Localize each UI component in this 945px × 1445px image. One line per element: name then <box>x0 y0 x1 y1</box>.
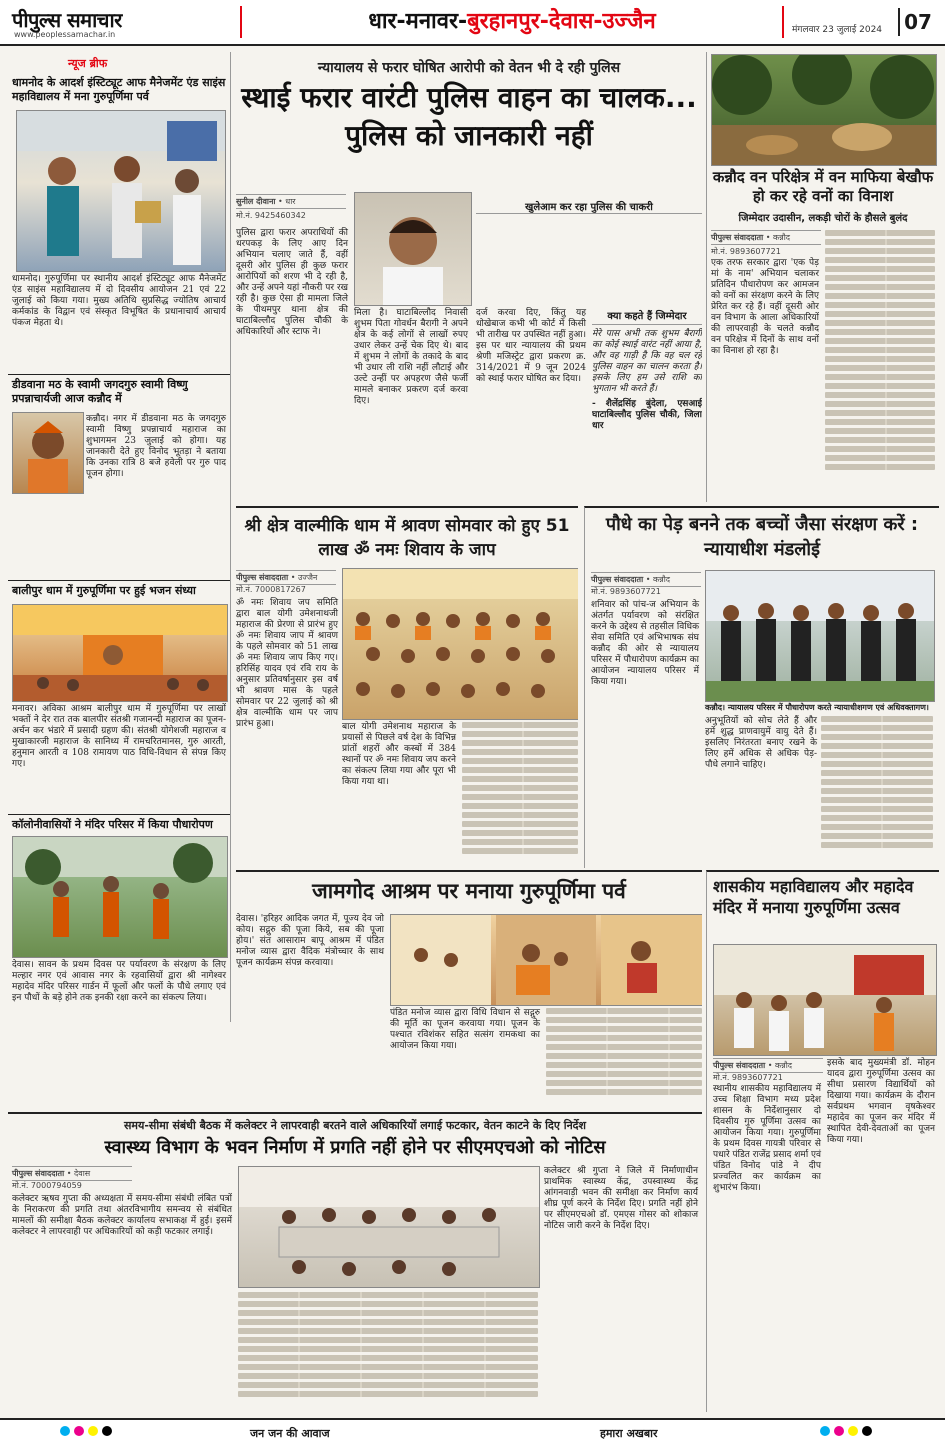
top-story-phone: मो.नं. 9425460342 <box>236 211 306 220</box>
byline-name: पीपुल्स संवाददाता <box>711 233 764 242</box>
brief-4-body: देवास। सावन के प्रथम दिवस पर पर्यावरण के संरक्षण के लिए मल्हार नगर एवं आवास नगर के रहवासियों द्वारा श्री नागेश्वर महादेव मंदिर परिसर गार्डन में फूलों और फलों के पौधे लगाए एवं इन पौधों के बड़े होने तक इनकी रक्षा करने का संकल्प लिया। <box>12 960 226 1003</box>
shravan-phone: मो.नं. 7000817267 <box>236 585 306 594</box>
brief-2-photo <box>12 412 84 494</box>
judge-body-2: अनुभूतियों को सोच लेते हैं और हमें शुद्ध प्राणवायुमें वायु देते हैं। इसलिए निरंतरता बनाए रखने के लिए हमें अधिक से अधिक पेड़-पौधे लगाने चाहिए। <box>705 716 817 770</box>
cmho-kicker: समय-सीमा संबंधी बैठक में कलेक्टर ने लापरवाही बरतने वाले अधिकारियों लगाई फटकार, वेतन काटने के दिए निर्देश <box>123 1119 587 1132</box>
forest-body: एक तरफ सरकार द्वारा 'एक पेड़ मां के नाम' अभियान चलाकर प्रतिदिन पौधारोपण कर आमजन को वनों का संरक्षण करने के लिए प्रेरित कर रहे हैं। वहीं दूसरी ओर वन विभाग के आला अधिकारियों की लापरवाही के चलते कन्नौद वन परिक्षेत्र में दिनों के साथ वनों का विनाश हो रहा है। <box>711 258 819 356</box>
bhajan-stage-image-icon <box>13 605 227 701</box>
brief-4-headline: कॉलोनीवासियों ने मंदिर परिसर में किया पौधारोपण <box>12 818 213 831</box>
guru-purnima-puja-image-icon <box>391 915 702 1005</box>
byline-place: देवास <box>74 1169 91 1178</box>
forest-story <box>706 52 939 502</box>
judge-headline: पौधे का पेड़ बनने तक बच्चों जैसा संरक्षण करें : न्यायाधीश मंडलोई <box>605 514 919 560</box>
footer-tagline-left: जन जन की आवाज <box>250 1427 330 1440</box>
ashram-headline: जामगोद आश्रम पर मनाया गुरुपूर्णिमा पर्व <box>312 879 626 903</box>
forest-body-continued <box>825 230 935 473</box>
quote-box <box>592 308 702 498</box>
college-body-2: इसके बाद मुख्यमंत्री डॉ. मोहन यादव द्वारा गुरुपूर्णिमा उत्सव का सीधा प्रसारण विद्यार्थियों को दिखाया गया। कार्यक्रम के दौरान सर्वप्रथम भगवान वृषकेश्वर महादेव का पूजन कर मंदिर में स्थापित देवी-देवताओं का पूजन किया गया। <box>827 1058 935 1145</box>
top-story-headline: स्थाई फरार वारंटी पुलिस वाहन का चालक... पुलिस को जानकारी नहीं <box>241 81 697 152</box>
byline-name: सुनील दीवाना <box>236 197 276 206</box>
brief-1-headline: धामनोद के आदर्श इंस्टिट्यूट आफ मैनेजमेंट एंड साइंस महाविद्यालय में मना गुरुपूर्णिमा पर्व <box>12 76 226 103</box>
brand-text: पीपुल्स समाचार <box>12 8 122 32</box>
cmho-body-2: कलेक्टर श्री गुप्ता ने जिले में निर्माणाधीन प्राथमिक स्वास्थ्य केंद्र, उपस्वास्थ्य केंद्र आंगनवाड़ी भवन की समीक्षा कर निर्माण कार्य शीघ्र पूर्ण करने के निर्देश दिए। प्रगति नहीं होने पर सीएमएचओ डॉ. एमएस गोसर को शोकाज नोटिस जारी करने के निर्देश दिए। <box>544 1166 698 1231</box>
edition-part-a: धार-मनावर- <box>368 9 468 34</box>
college-phone: मो.नं. 9893607721 <box>713 1073 783 1082</box>
judge-body: शनिवार को पांच-ज अभियान के अंतर्गत पर्यावरण को संरक्षित करने के उद्देश्य से तहसील विधिक सेवा समिति एवं अभिभाषक संघ कन्नौद की ओर से न्यायालय परिसर में पौधारोपण कार्यक्रम का आयोजन न्यायालय परिसर में किया गया। <box>591 600 699 687</box>
judges-plantation-image-icon <box>706 571 934 701</box>
yellow-dot-icon <box>88 1426 98 1436</box>
jaap-gathering-image-icon <box>343 569 578 719</box>
footer <box>0 1418 945 1445</box>
byline-place: उज्जैन <box>298 573 318 582</box>
cmho-body-continued <box>238 1292 538 1400</box>
college-event-image-icon <box>714 945 936 1055</box>
college-body: स्थानीय शासकीय महाविद्यालय में उच्च शिक्षा विभाग मध्य प्रदेश शासन के निर्देशानुसार दो दिवसीय गुरु पूर्णिमा उत्सव का आयोजन किया गया। गुरुपूर्णिमा के प्रथम दिवस गायत्री परिवार से पधारे पंडित राजेंद्र प्रसाद शर्मा एवं पंडित विनोद पांडे ने दीप प्रज्वलित कर कार्यक्रम का शुभारंभ किया। <box>713 1084 821 1193</box>
swami-portrait-icon <box>13 413 83 493</box>
college-story <box>706 870 939 1412</box>
byline-name: पीपुल्स संवाददाता <box>591 575 644 584</box>
color-registration-marks-right <box>820 1426 872 1436</box>
judge-phone: मो.नं. 9893607721 <box>591 587 661 596</box>
brand-url[interactable]: www.peoplessamachar.in <box>14 30 116 39</box>
quote-author: - शैलेंद्रसिंह बुंदेला, एसआई घाटाबिल्लौद पुलिस चौकी, जिला धार <box>592 399 702 431</box>
college-headline: शासकीय महाविद्यालय और महादेव मंदिर में मनाया गुरुपूर्णिमा उत्सव <box>713 877 914 917</box>
top-story <box>236 52 702 502</box>
byline-place: धार <box>285 197 296 206</box>
byline-name: पीपुल्स संवाददाता <box>12 1169 65 1178</box>
magenta-dot-icon <box>74 1426 84 1436</box>
color-registration-marks-left <box>60 1426 112 1436</box>
forest-subheadline: जिम्मेदार उदासीन, लकड़ी चोरों के हौसले बुलंद <box>738 213 908 224</box>
judge-photo-caption: कन्नौद। न्यायालय परिसर में पौधारोपण करते न्यायाधीशगण एवं अधिवक्तागण। <box>705 703 929 712</box>
brief-4-photo <box>12 836 228 958</box>
page-number: 07 <box>898 8 936 36</box>
brief-1-photo <box>16 110 226 272</box>
shravan-body-continued <box>462 722 578 857</box>
magenta-dot-icon <box>834 1426 844 1436</box>
top-story-body-1: पुलिस द्वारा फरार अपराधियों की धरपकड़ के लिए आए दिन अभियान चलाए जाते हैं, वहीं दूसरी ओर पुलिस ही कुछ फरार आरोपियों को शरण भी दे रही है, और उन्हें अपने यहां नौकरी पर रख रही है। कुछ ऐसा ही मामला जिले के पीथमपुर थाना क्षेत्र की घाटाबिल्लौद पुलिस चौकी के अधिकारियों और स्टाफ ने। <box>236 228 348 337</box>
ashram-photo <box>390 914 702 1006</box>
cmho-headline: स्वास्थ्य विभाग के भवन निर्माण में प्रगति नहीं होने पर सीएमएचओ को नोटिस <box>104 1137 606 1158</box>
meeting-room-image-icon <box>239 1167 539 1287</box>
ashram-body-continued <box>546 1008 702 1098</box>
byline-place: कन्नौद <box>653 575 671 584</box>
top-story-photo-caption: खुलेआम कर रहा पुलिस की चाकरी <box>476 199 702 214</box>
cyan-dot-icon <box>60 1426 70 1436</box>
top-story-photo <box>354 192 472 306</box>
masthead <box>0 0 945 46</box>
edition-part-b: बुरहानपुर-देवास- <box>467 9 603 34</box>
accused-portrait-icon <box>355 193 471 305</box>
edition-part-c: उज्जैन <box>602 9 656 34</box>
judge-story <box>584 506 939 868</box>
judge-body-continued <box>821 716 933 851</box>
shravan-story <box>236 506 578 868</box>
edition-title <box>240 6 784 38</box>
cmho-phone: मो.नं. 7000794059 <box>12 1181 82 1190</box>
quote-text: मेरे पास अभी तक शुभम बैरागी का कोई स्थाई वारंट नहीं आया है, और वह गाड़ी है कि वह चल रहे पुलिस वाहन का चालन करता है। इसके लिए हम उसे राशि का भुगतान भी करते हैं। <box>592 329 702 394</box>
shravan-body-2: बाल योगी उमेशनाथ महाराज के प्रयासों से पिछले वर्ष देश के विभिन्न प्रांतों शहरों और कस्बों में 384 स्थानों पर ॐ नमः शिवाय जप करने का संकल्प लिया गया और पूरा भी किया गया था। <box>342 722 456 787</box>
college-photo <box>713 944 937 1056</box>
forest-photo <box>711 54 937 166</box>
cmho-byline: पीपुल्स संवाददाता • देवास <box>12 1166 132 1181</box>
top-story-body-3: दर्ज करवा दिए, किंतु यह धोखेबाज कभी भी कोर्ट में किसी भी तारीख पर उपस्थित नहीं हुआ। इस पर धार न्यायालय की प्रथम श्रेणी मजिस्ट्रेट द्वारा प्रकरण क्र. 314/2021 में 9 जून 2024 को स्थाई फरार घोषित कर दिया। <box>476 308 586 384</box>
shravan-headline: श्री क्षेत्र वाल्मीकि धाम में श्रावण सोमवार को हुए 51 लाख ॐ नमः शिवाय के जाप <box>244 516 570 560</box>
cmho-story <box>8 1112 702 1414</box>
cmho-body: कलेक्टर ऋषव गुप्ता की अध्यक्षता में समय-सीमा संबंधी लंबित पत्रों के निराकरण की प्रगति तथा अंतरविभागीय समन्वय से संबंधित मामलों की समीक्षा बैठक कलेक्टर कार्यालय सभाकक्ष में हुई। इसमें कलेक्टर ने लापरवाही पर अधिकारियों को कड़ी फटकार लगाई। <box>12 1194 232 1237</box>
brief-2-headline: डीडवाना मठ के स्वामी जगदगुरु स्वामी विष्णु प्रपन्नाचार्यजी आज कन्नौद में <box>12 378 188 405</box>
cmho-meeting-photo <box>238 1166 540 1288</box>
plantation-group-image-icon <box>13 837 227 957</box>
black-dot-icon <box>102 1426 112 1436</box>
cyan-dot-icon <box>820 1426 830 1436</box>
judge-byline: पीपुल्स संवाददाता • कन्नौद <box>591 572 701 587</box>
black-dot-icon <box>862 1426 872 1436</box>
ashram-story <box>236 870 702 1110</box>
brief-2-body: कन्नौद। नगर में डीडवाना मठ के जगदगुरु स्वामी विष्णु प्रपन्नाचार्य महाराज का शुभागमन 23 जुलाई को होगा। यह जानकारी देते हुए विनोद भूतड़ा ने बताया कि उनका रात्रि 8 बजे हवेली पर गुरु पाद पूजन होगा। <box>86 414 226 479</box>
quote-heading: क्या कहते हैं जिम्मेदार <box>592 308 702 325</box>
judge-photo <box>705 570 935 702</box>
brief-3-photo <box>12 604 228 702</box>
college-byline: पीपुल्स संवाददाता • कन्नौद <box>713 1058 823 1073</box>
yellow-dot-icon <box>848 1426 858 1436</box>
page-date: मंगलवार 23 जुलाई 2024 <box>792 25 883 35</box>
forest-phone: मो.नं. 9893607721 <box>711 247 781 256</box>
byline-place: कन्नौद <box>773 233 791 242</box>
shravan-byline: पीपुल्स संवाददाता • उज्जैन <box>236 570 336 585</box>
ceremony-image-icon <box>17 111 225 271</box>
cut-tree-image-icon <box>712 55 936 165</box>
brief-3-headline: बालीपुर धाम में गुरुपूर्णिमा पर हुई भजन संध्या <box>12 584 196 597</box>
forest-byline: पीपुल्स संवाददाता • कन्नौद <box>711 230 821 245</box>
news-brief-tag: न्यूज ब्रीफ <box>68 57 108 70</box>
byline-name: पीपुल्स संवाददाता <box>236 573 289 582</box>
brief-3-body: मनावर। अविका आश्रम बालीपुर धाम में गुरुपूर्णिमा पर लाखों भक्तों ने देर रात तक बालपीर संतश्री गजानन्दी महाराज का पूजन-अर्चन कर भंडारे में प्रसादी ग्रहण की। संतश्री योगेशजी महाराज व मुखाकारजी महाराज के सानिध्य में रामचरितमानस, गुरु आरती, हनुमान आरती व 108 रामायण पाठ विधि-विधान से संपन्न किए गए। <box>12 704 226 769</box>
shravan-photo <box>342 568 578 720</box>
brand-logo[interactable] <box>12 6 122 33</box>
top-story-body-2: मिला है। घाटाबिल्लौद निवासी शुभम पिता गोवर्धन बैरागी ने अपने क्षेत्र के कई लोगों से लाखों रुपए उधार लेकर उन्हें चेक दिए थे। बाद में शुभम ने लोगों के तकादे के बाद भी उधार ली राशि नहीं लौटाई और उल्टे उन्हीं पर अपहरण जैसे फर्जी मामले बनाकर प्रकरण दर्ज करवा दिए। <box>354 308 468 406</box>
top-story-byline: सुनील दीवाना • धार <box>236 194 346 209</box>
news-brief-column <box>8 52 231 1022</box>
brief-1-body: धामनोद। गुरुपूर्णिमा पर स्थानीय आदर्श इंस्टिट्यूट आफ मैनेजमेंट एंड साइंस महाविद्यालय में दो दिवसीय आयोजन 21 एवं 22 जुलाई को किया गया। मुख्य अतिथि सुप्रसिद्ध ज्योतिष आचार्य कर्मकांड के विद्वान एवं संस्कृत विभूषित के प्रधानाचार्य आचार्य पंकज मेहता थे। <box>12 274 226 328</box>
footer-tagline-right: हमारा अखबार <box>600 1427 658 1440</box>
ashram-body-2: पंडित मनोज व्यास द्वारा विधि विधान से सद्गुरु की मूर्ति का पूजन करवाया गया। पूजन के पश्चात रविशंकर सहित सत्संग रामकथा का आयोजन किया गया। <box>390 1008 540 1051</box>
top-story-kicker: न्यायालय से फरार घोषित आरोपी को वेतन भी दे रही पुलिस <box>317 60 621 76</box>
forest-headline: कन्नौद वन परिक्षेत्र में वन माफिया बेखौफ हो कर रहे वनों का विनाश <box>712 168 934 205</box>
shravan-body: ॐ नमः शिवाय जप समिति द्वारा बाल योगी उमेशनाथजी महाराज की प्रेरणा से प्रारंभ हुए ॐ नमः शिवाय जाप में श्रावण के पहले सोमवार को 51 लाख ॐ नमः शिवाय जाप किए गए। हरिसिंह यादव एवं रवि राय के अनुसार प्रतिवर्षानुसार इस वर्ष भी श्रावण मास के पहले सोमवार पर 22 जुलाई को श्री क्षेत्र वाल्मीकि धाम पर जाप प्रारंभ हुआ। <box>236 598 338 729</box>
byline-name: पीपुल्स संवाददाता <box>713 1061 766 1070</box>
byline-place: कन्नौद <box>775 1061 793 1070</box>
ashram-body: देवास। 'हरिहर आदिक जगत में, पूज्य देव जो कोय। सद्गुरु की पूजा किये, सब की पूजा होय।' संत आसाराम बापू आश्रम में पंडित मनोज व्यास द्वारा वैदिक मंत्रोच्चार के साथ पूजन कार्यक्रम संपन्न करवाया। <box>236 914 384 968</box>
